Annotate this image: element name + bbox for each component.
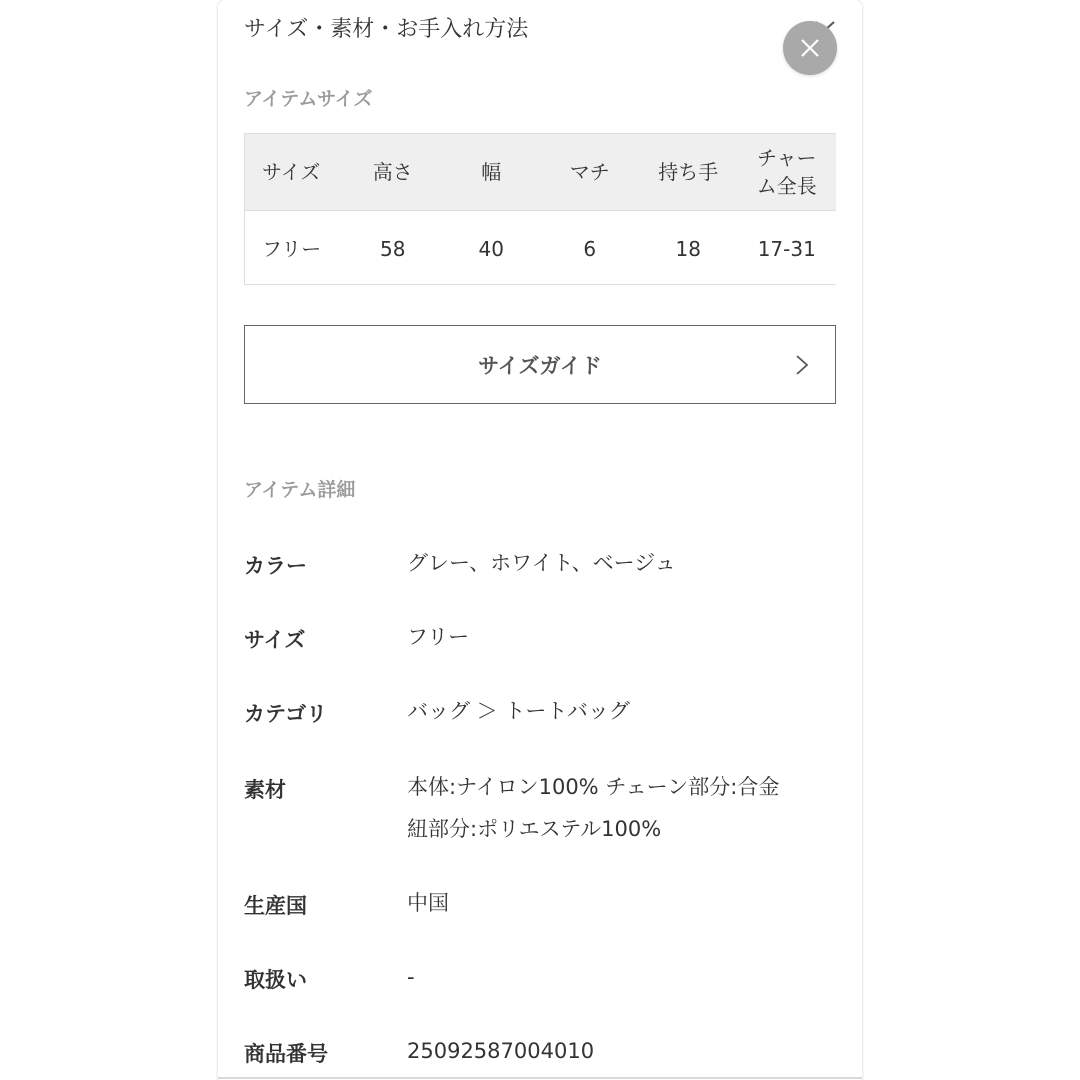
detail-value-material: 本体:ナイロン100% チェーン部分:合金 紐部分:ポリエステル100%: [407, 775, 780, 841]
size-guide-label: サイズガイド: [478, 353, 602, 378]
item-size-heading: アイテムサイズ: [244, 88, 373, 110]
detail-label-origin: 生産国: [244, 894, 307, 918]
table-cell: 40: [478, 236, 504, 261]
size-guide-button[interactable]: [244, 325, 836, 404]
detail-value-color: グレー、ホワイト、ベージュ: [407, 551, 676, 575]
table-cell: 58: [380, 236, 406, 261]
column-header: マチ: [569, 160, 610, 184]
column-header: 幅: [481, 160, 502, 184]
detail-label-size: サイズ: [244, 628, 306, 652]
item-details-heading: アイテム詳細: [244, 479, 356, 501]
detail-value-size: フリー: [407, 625, 470, 649]
detail-label-material: 素材: [244, 778, 286, 802]
detail-label-color: カラー: [244, 554, 307, 578]
table-row: [245, 211, 836, 286]
column-header: チャー ム全長: [756, 146, 817, 198]
section-title: サイズ・素材・お手入れ方法: [244, 17, 529, 42]
column-header: 持ち手: [658, 160, 719, 184]
table-cell: 6: [583, 236, 597, 261]
column-header: 高さ: [372, 160, 413, 184]
close-icon: [800, 38, 820, 58]
close-button[interactable]: [783, 21, 837, 75]
table-cell: 17-31: [757, 236, 816, 261]
size-table-header: [245, 134, 836, 211]
column-header: サイズ: [262, 160, 321, 184]
detail-label-category: カテゴリ: [244, 702, 328, 726]
detail-label-handling: 取扱い: [244, 968, 307, 992]
detail-value-category: バッグ ＞ トートバッグ: [407, 699, 630, 723]
table-cell: フリー: [262, 236, 322, 261]
table-cell: 18: [675, 236, 701, 261]
detail-panel: [218, 0, 862, 1080]
detail-value-origin: 中国: [407, 891, 449, 915]
size-table: [244, 133, 836, 285]
detail-value-product-number: 25092587004010: [407, 1039, 595, 1063]
divider: [218, 1077, 862, 1079]
detail-label-product-number: 商品番号: [244, 1042, 328, 1066]
detail-value-handling: -: [407, 965, 415, 989]
chevron-right-icon: [795, 354, 809, 376]
